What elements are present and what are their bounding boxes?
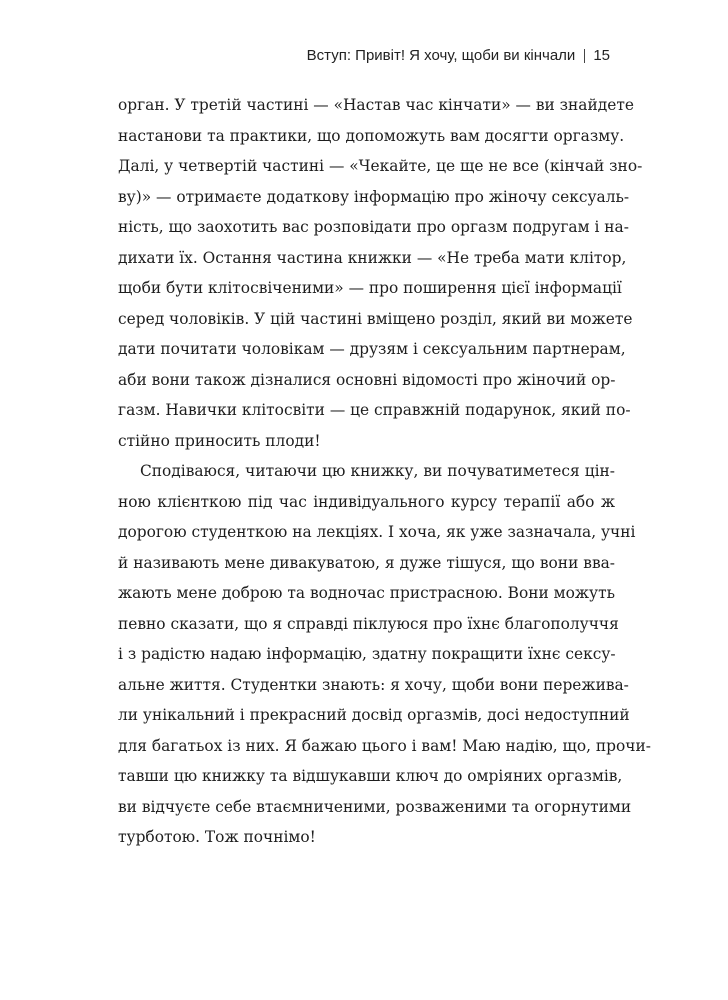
text-line: серед чоловіків. У цій частині вміщено розділ, який ви можете [118, 309, 633, 328]
text-line: ність, що заохотить вас розповідати про оргазм подругам і на- [118, 218, 629, 236]
running-title: Вступ: Привіт! Я хочу, щоби ви кінчали [306, 47, 576, 64]
text-line: щоби бути клітосвіченими» — про поширення цієї інформації [118, 279, 622, 297]
text-line: газм. Навички клітосвіти — це справжній подарунок, який по- [118, 401, 631, 419]
text-line: ли унікальний і прекрасний досвід оргазмів, досі недоступний [118, 706, 630, 724]
text-line: дорогою студенткою на лекціях. І хоча, як уже зазначала, учні [118, 523, 636, 541]
page-number: 15 [593, 47, 610, 64]
text-line: для багатьох із них. Я бажаю цього і вам! Маю надію, що, прочи- [118, 736, 651, 755]
text-line: й називають мене дивакуватою, я дуже тішуся, що вони вва- [118, 553, 615, 572]
paragraph-1 [118, 90, 643, 456]
text-line: певно сказати, що я справді піклуюся про їхнє благополуччя [118, 614, 619, 633]
text-line: настанови та практики, що допоможуть вам досягти оргазму. [118, 126, 625, 145]
text-line: тавши цю книжку та відшукавши ключ до омріяних оргазмів, [118, 767, 623, 785]
text-line: і з радістю надаю інформацію, здатну покращити їхнє сексу- [118, 645, 616, 663]
running-head [307, 46, 610, 66]
header-divider [584, 49, 585, 63]
text-line: дати почитати чоловікам — друзям і сексуальним партнерам, [118, 340, 626, 358]
text-line: стійно приносить плоди! [118, 431, 321, 450]
text-line: дихати їх. Остання частина книжки — «Не треба мати клітор, [118, 248, 627, 267]
text-line: ву)» — отримаєте додаткову інформацію про жіночу сексуаль- [118, 187, 630, 206]
text-line: орган. У третій частині — «Настав час кінчати» — ви знайдете [118, 96, 634, 114]
text-line: альне життя. Студентки знають: я хочу, щоби вони пережива- [118, 675, 629, 694]
text-line: ною клієнткою під час індивідуального курсу терапії або ж [118, 492, 615, 511]
text-line: ви відчуєте себе втаємниченими, розваженими та огорнутими [118, 797, 632, 816]
paragraph-2 [118, 456, 651, 853]
text-line: жають мене доброю та водночас пристрасною. Вони можуть [118, 584, 615, 602]
text-line: Далі, у четвертій частині — «Чекайте, це ще не все (кінчай зно- [118, 157, 643, 175]
text-line: аби вони також дізналися основні відомості про жіночий ор- [118, 370, 616, 389]
text-line: турботою. Тож почнімо! [118, 828, 316, 846]
text-line: Сподіваюся, читаючи цю книжку, ви почуватиметеся цін- [140, 462, 615, 480]
body-text [118, 90, 651, 853]
